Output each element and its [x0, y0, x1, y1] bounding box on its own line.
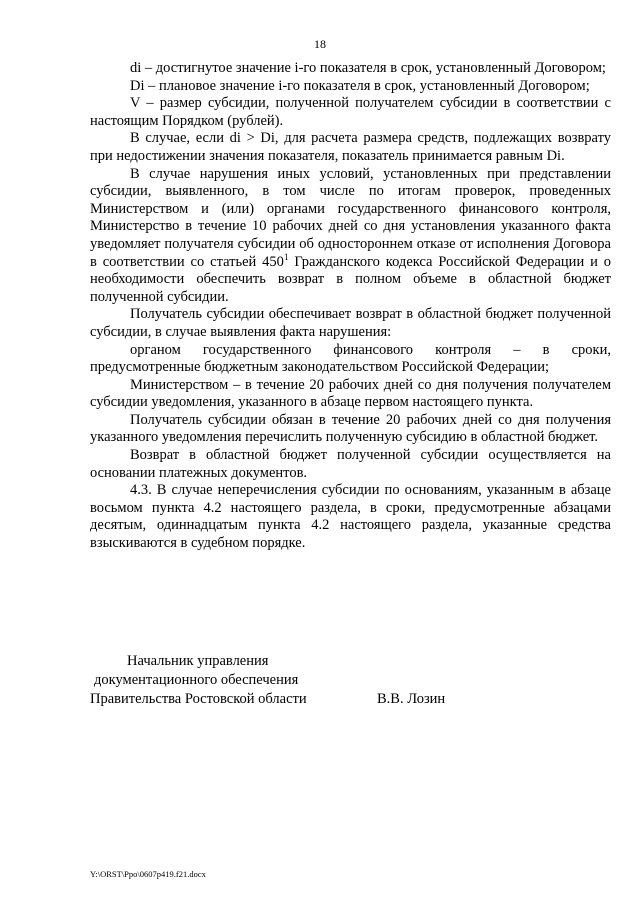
document-body: [90, 60, 611, 553]
paragraph-payment-documents: Возврат в областной бюджет полученной субсидии осуществляется на основании платежных документов.: [90, 447, 611, 481]
paragraph-by-ministry: Министерством – в течение 20 рабочих дней со дня получения получателем субсидии уведомления, указанного в абзаце первом настоящего пункта.: [90, 376, 611, 411]
paragraph-4-3: 4.3. В случае неперечисления субсидии по основаниям, указанным в абзаце восьмом пункта 4.2 настоящего раздела, в сроки, предусмотренные абзацами десятым, одиннадцатым пункта 4.2 настоящего раздела, указанные средства взыскиваются в судебном порядке.: [90, 482, 611, 552]
paragraph-obligation-20-days: Получатель субсидии обязан в течение 20 рабочих дней со дня получения указанного уведомления перечислить полученную субсидию в областной бюджет.: [90, 411, 611, 446]
paragraph-Di-definition: Di – плановое значение i-го показателя в срок, установленный Договором;: [130, 77, 590, 94]
signature-block: [90, 652, 611, 709]
paragraph-by-control-body: органом государственного финансового контроля – в сроки, предусмотренные бюджетным законодательством Российской Федерации;: [90, 341, 611, 376]
paragraph-V-definition: V – размер субсидии, полученной получателем субсидии в соответствии с настоящим Порядком (рублей).: [90, 95, 611, 129]
paragraph-other-violations-part2: Гражданского кодекса Российской Федерации и о необходимости обеспечить возврат в полном объеме в областной бюджет полученной субсидии.: [90, 253, 611, 305]
page-number: 18: [314, 37, 326, 51]
footer-file-path: Y:\ORST\Ppo\0607p419.f21.docx: [90, 869, 206, 879]
paragraph-di-greater-case: В случае, если di > Di, для расчета размера средств, подлежащих возврату при недостижении значения показателя, показатель принимается равным Di.: [90, 130, 611, 164]
article-superscript: 1: [283, 251, 289, 262]
paragraph-di-definition: di – достигнутое значение i-го показателя в срок, установленный Договором;: [130, 60, 606, 76]
paragraph-other-violations-part1: В случае нарушения иных условий, установленных при представлении субсидии, выявленного, в том числе по итогам проверок, проведенных Министерством и (или) органами государственного финансового контроля, Министерство в течение 10 рабочих дней со дня установления указанного факта уведомляет получателя субсидии об одностороннем отказе от исполнения Договора в соответствии со статьей 450: [90, 165, 611, 270]
signature-title-line2: документационного обеспечения: [94, 672, 299, 688]
paragraph-recipient-returns: Получатель субсидии обеспечивает возврат в областной бюджет полученной субсидии, в случае выявления факта нарушения:: [90, 306, 611, 340]
paragraph-other-violations: [90, 166, 611, 307]
signatory-name: В.В. Лозин: [377, 691, 446, 707]
signature-title-line1: Начальник управления: [127, 653, 269, 669]
signature-title-line3: Правительства Ростовской области: [90, 691, 307, 707]
